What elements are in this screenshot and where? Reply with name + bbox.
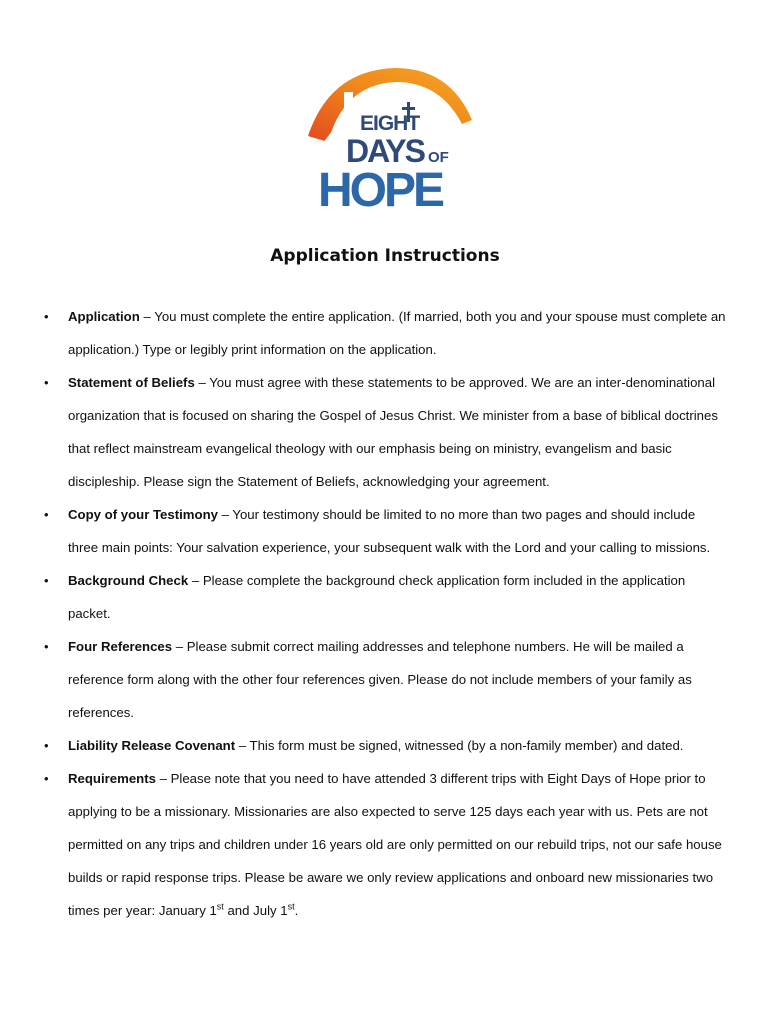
instruction-term: Requirements <box>68 771 156 786</box>
instruction-term: Liability Release Covenant <box>68 738 236 753</box>
instruction-text: – Please complete the background check application form included in the application packet. <box>68 573 686 621</box>
bullet-icon: • <box>44 375 49 390</box>
ordinal-suffix: st <box>216 901 224 912</box>
instruction-item-liability-release <box>0 729 770 762</box>
instruction-term: Background Check <box>68 573 189 588</box>
instruction-text: – Your testimony should be limited to no more than two pages and should include three main points: Your salvation experience, your subsequent walk with the Lord and your calling to missions. <box>68 507 711 555</box>
bullet-icon: • <box>44 573 49 588</box>
eight-days-of-hope-logo <box>300 58 480 218</box>
logo-word-hope: HOPE <box>318 164 443 217</box>
instruction-list <box>0 300 770 927</box>
bullet-icon: • <box>44 309 49 324</box>
logo-word-of: OF <box>428 149 449 166</box>
logo-word-eight: EIGHT <box>360 112 420 135</box>
instruction-text: – This form must be signed, witnessed (by a non-family member) and dated. <box>235 738 684 753</box>
bullet-icon: • <box>44 771 49 786</box>
instruction-text: – You must agree with these statements to be approved. We are an inter-denominational organization that is focused on sharing the Gospel of Jesus Christ. We minister from a base of biblical doctrines that reflect mainstream evangelical theology with our emphasis being on ministry, evangelism and basic discipleship. Please sign the Statement of Beliefs, acknowledging your agreement. <box>68 375 718 489</box>
instruction-item-statement-of-beliefs <box>0 366 770 498</box>
bullet-icon: • <box>44 738 49 753</box>
instruction-term: Application <box>68 309 140 324</box>
instruction-text: – You must complete the entire application. (If married, both you and your spouse must complete an application.) Type or legibly print information on the application. <box>68 309 726 357</box>
instruction-term: Four References <box>68 639 173 654</box>
ordinal-suffix: st <box>287 901 295 912</box>
logo-graphic <box>300 58 480 218</box>
instruction-text-continued: and July 1 <box>223 903 288 918</box>
instruction-text: – Please submit correct mailing addresses and telephone numbers. He will be mailed a reference form along with the other four references given. Please do not include members of your family as references. <box>68 639 692 720</box>
instruction-item-application <box>0 300 770 366</box>
instruction-item-background-check <box>0 564 770 630</box>
instruction-term: Statement of Beliefs <box>68 375 195 390</box>
instruction-item-requirements <box>0 762 770 927</box>
bullet-icon: • <box>44 639 49 654</box>
page-title: Application Instructions <box>270 246 500 266</box>
bullet-icon: • <box>44 507 49 522</box>
instruction-item-references <box>0 630 770 729</box>
cross-bar <box>402 107 415 110</box>
instruction-text: – Please note that you need to have attended 3 different trips with Eight Days of Hope prior to applying to be a missionary. Missionaries are also expected to serve 125 days each year with us. Pets are not permitted on any trips and children under 16 years old are only permitted on our rebuild trips, not our safe house builds or rapid response trips. Please be aware we only review applications and onboard new missionaries two times per year: January 1 <box>68 771 722 918</box>
logo-word-days: DAYS <box>346 133 424 169</box>
instruction-item-testimony <box>0 498 770 564</box>
chimney-icon <box>344 92 353 108</box>
instruction-text-end: . <box>294 903 299 918</box>
instruction-term: Copy of your Testimony <box>68 507 218 522</box>
